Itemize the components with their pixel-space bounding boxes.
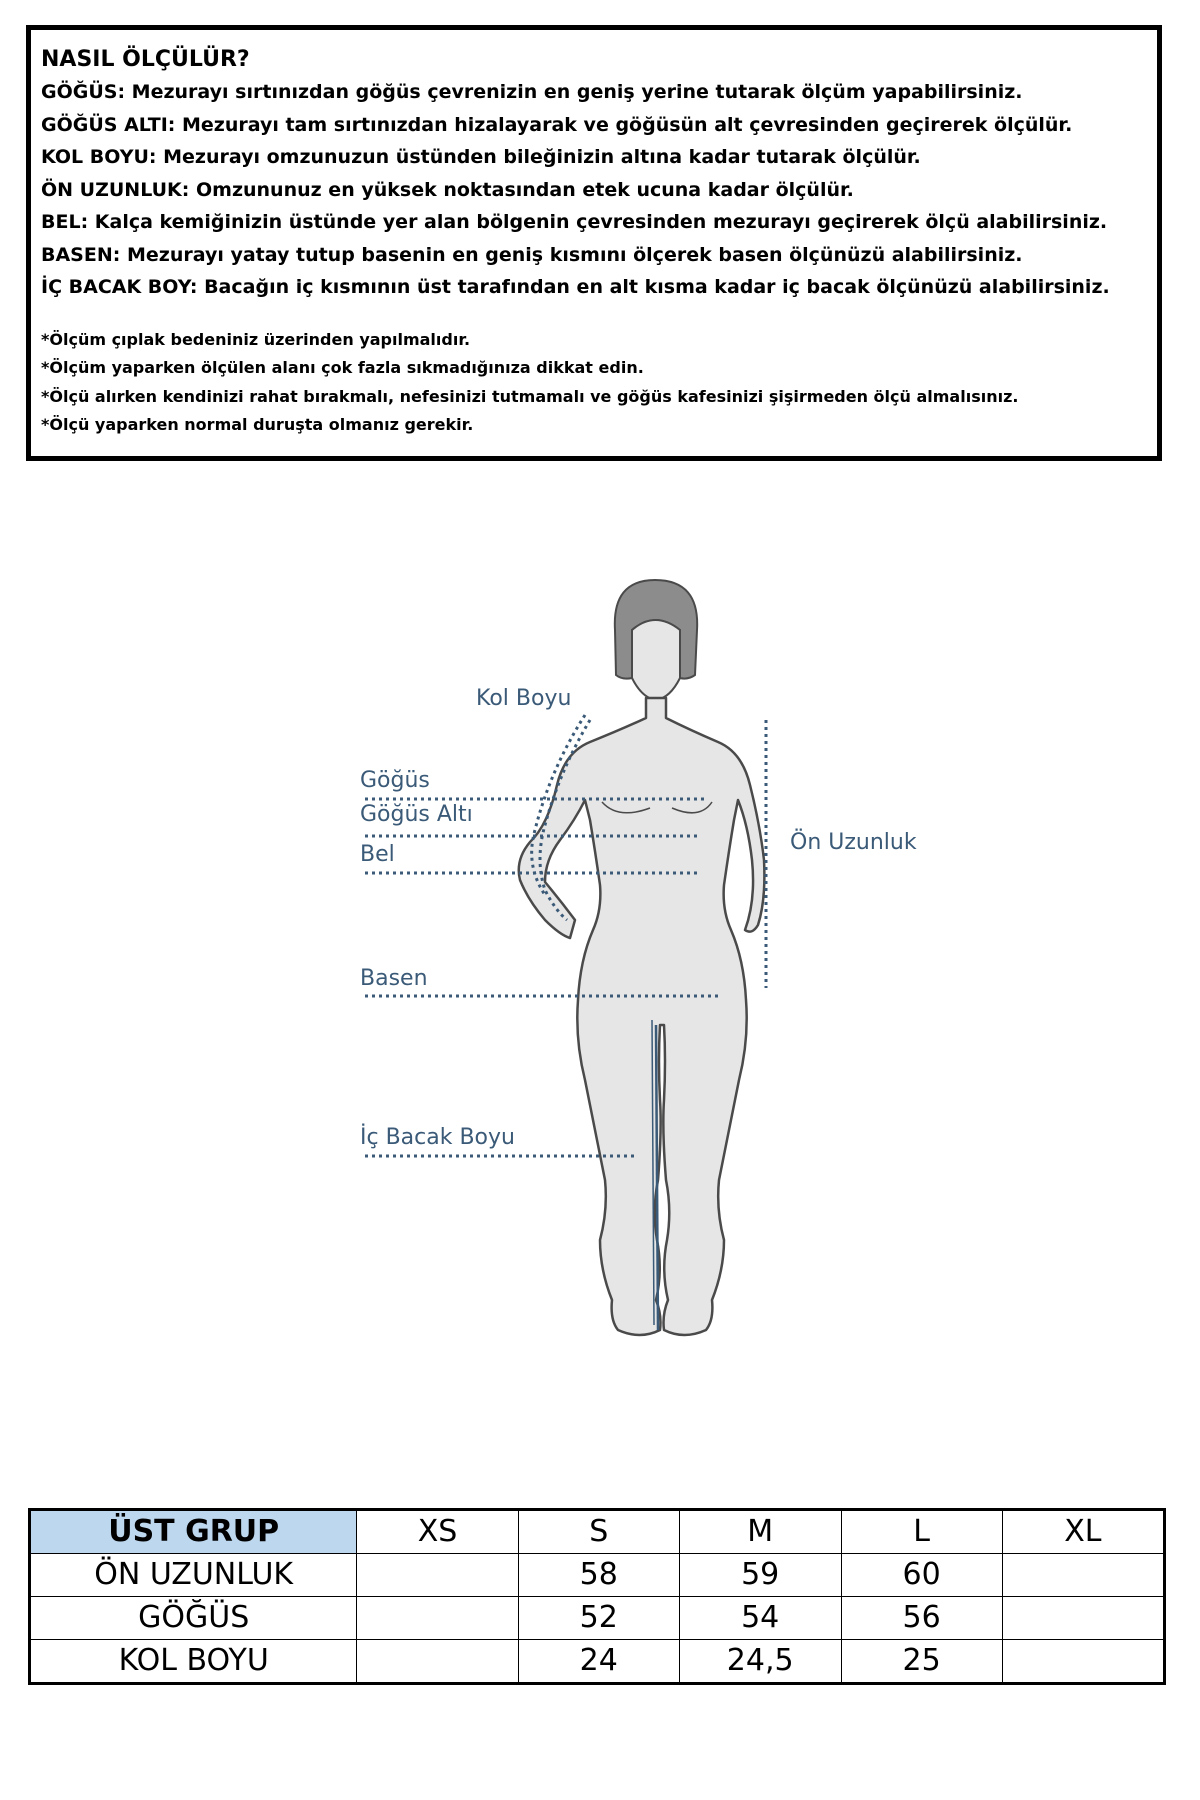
table-cell bbox=[1002, 1640, 1164, 1684]
note-item: *Ölçüm yaparken ölçülen alanı çok fazla sıkmadığınıza dikkat edin. bbox=[41, 358, 644, 377]
table-cell bbox=[357, 1640, 518, 1684]
instruction-gogus: GÖĞÜS: Mezurayı sırtınızdan göğüs çevrenizin en geniş yerine tutarak ölçüm yapabilirsiniz. bbox=[41, 81, 1023, 103]
label-ic-bacak-boyu: İç Bacak Boyu bbox=[360, 1125, 515, 1150]
header-cell-s: S bbox=[518, 1510, 679, 1554]
header-cell-l: L bbox=[841, 1510, 1002, 1554]
table-header-row bbox=[30, 1510, 1165, 1554]
table-cell: 58 bbox=[518, 1554, 679, 1597]
label-basen: Basen bbox=[360, 966, 428, 991]
table-cell: 25 bbox=[841, 1640, 1002, 1684]
instructions-title: NASIL ÖLÇÜLÜR? bbox=[41, 47, 250, 72]
body-silhouette-illustration bbox=[0, 480, 1200, 1410]
table-cell bbox=[1002, 1597, 1164, 1640]
table-row bbox=[30, 1597, 1165, 1640]
table-cell: 56 bbox=[841, 1597, 1002, 1640]
instructions-box bbox=[26, 25, 1162, 461]
body-shape bbox=[519, 698, 765, 1335]
label-kol-boyu: Kol Boyu bbox=[476, 686, 572, 711]
table-cell: 24,5 bbox=[679, 1640, 841, 1684]
table-cell: 54 bbox=[679, 1597, 841, 1640]
label-on-uzunluk: Ön Uzunluk bbox=[790, 830, 917, 855]
header-cell-group: ÜST GRUP bbox=[30, 1510, 357, 1554]
face-shape bbox=[632, 620, 680, 700]
table-cell: 59 bbox=[679, 1554, 841, 1597]
measurement-figure bbox=[0, 480, 1200, 1410]
label-bel: Bel bbox=[360, 842, 395, 867]
label-gogus-alti: Göğüs Altı bbox=[360, 802, 473, 827]
table-cell: 60 bbox=[841, 1554, 1002, 1597]
table-cell: 24 bbox=[518, 1640, 679, 1684]
row-label: KOL BOYU bbox=[30, 1640, 357, 1684]
note-item: *Ölçü alırken kendinizi rahat bırakmalı, nefesinizi tutmamalı ve göğüs kafesinizi şişirmeden ölçü almalısınız. bbox=[41, 386, 1019, 406]
instruction-basen: BASEN: Mezurayı yatay tutup basenin en geniş kısmını ölçerek basen ölçünüzü alabilirsiniz. bbox=[41, 243, 1023, 266]
row-label: GÖĞÜS bbox=[30, 1597, 357, 1640]
header-cell-m: M bbox=[679, 1510, 841, 1554]
note-item: *Ölçüm çıplak bedeniniz üzerinden yapılmalıdır. bbox=[41, 329, 471, 349]
header-cell-xs: XS bbox=[357, 1510, 518, 1554]
table-cell bbox=[357, 1554, 518, 1597]
table-row bbox=[30, 1554, 1165, 1597]
instruction-kol-boyu: KOL BOYU: Mezurayı omzunuzun üstünden bileğinizin altına kadar tutarak ölçülür. bbox=[41, 146, 921, 168]
note-item: *Ölçü yaparken normal duruşta olmanız gerekir. bbox=[41, 415, 474, 434]
instruction-on-uzunluk: ÖN UZUNLUK: Omzununuz en yüksek noktasından etek ucuna kadar ölçülür. bbox=[41, 178, 854, 201]
row-label: ÖN UZUNLUK bbox=[30, 1554, 357, 1597]
table-cell bbox=[357, 1597, 518, 1640]
label-gogus: Göğüs bbox=[360, 768, 430, 793]
table-cell: 52 bbox=[518, 1597, 679, 1640]
instruction-bel: BEL: Kalça kemiğinizin üstünde yer alan bölgenin çevresinden mezurayı geçirerek ölçü alabilirsiniz. bbox=[41, 211, 1108, 233]
table-cell bbox=[1002, 1554, 1164, 1597]
table-row bbox=[30, 1640, 1165, 1684]
size-table bbox=[28, 1508, 1166, 1685]
instruction-ic-bacak: İÇ BACAK BOY: Bacağın iç kısmının üst tarafından en alt kısma kadar iç bacak ölçünüzü alabilirsiniz. bbox=[41, 276, 1110, 298]
header-cell-xl: XL bbox=[1002, 1510, 1164, 1554]
instruction-gogus-alti: GÖĞÜS ALTI: Mezurayı tam sırtınızdan hizalayarak ve göğüsün alt çevresinden geçirerek ölçülür. bbox=[41, 113, 1073, 136]
notes-list bbox=[41, 326, 1147, 440]
